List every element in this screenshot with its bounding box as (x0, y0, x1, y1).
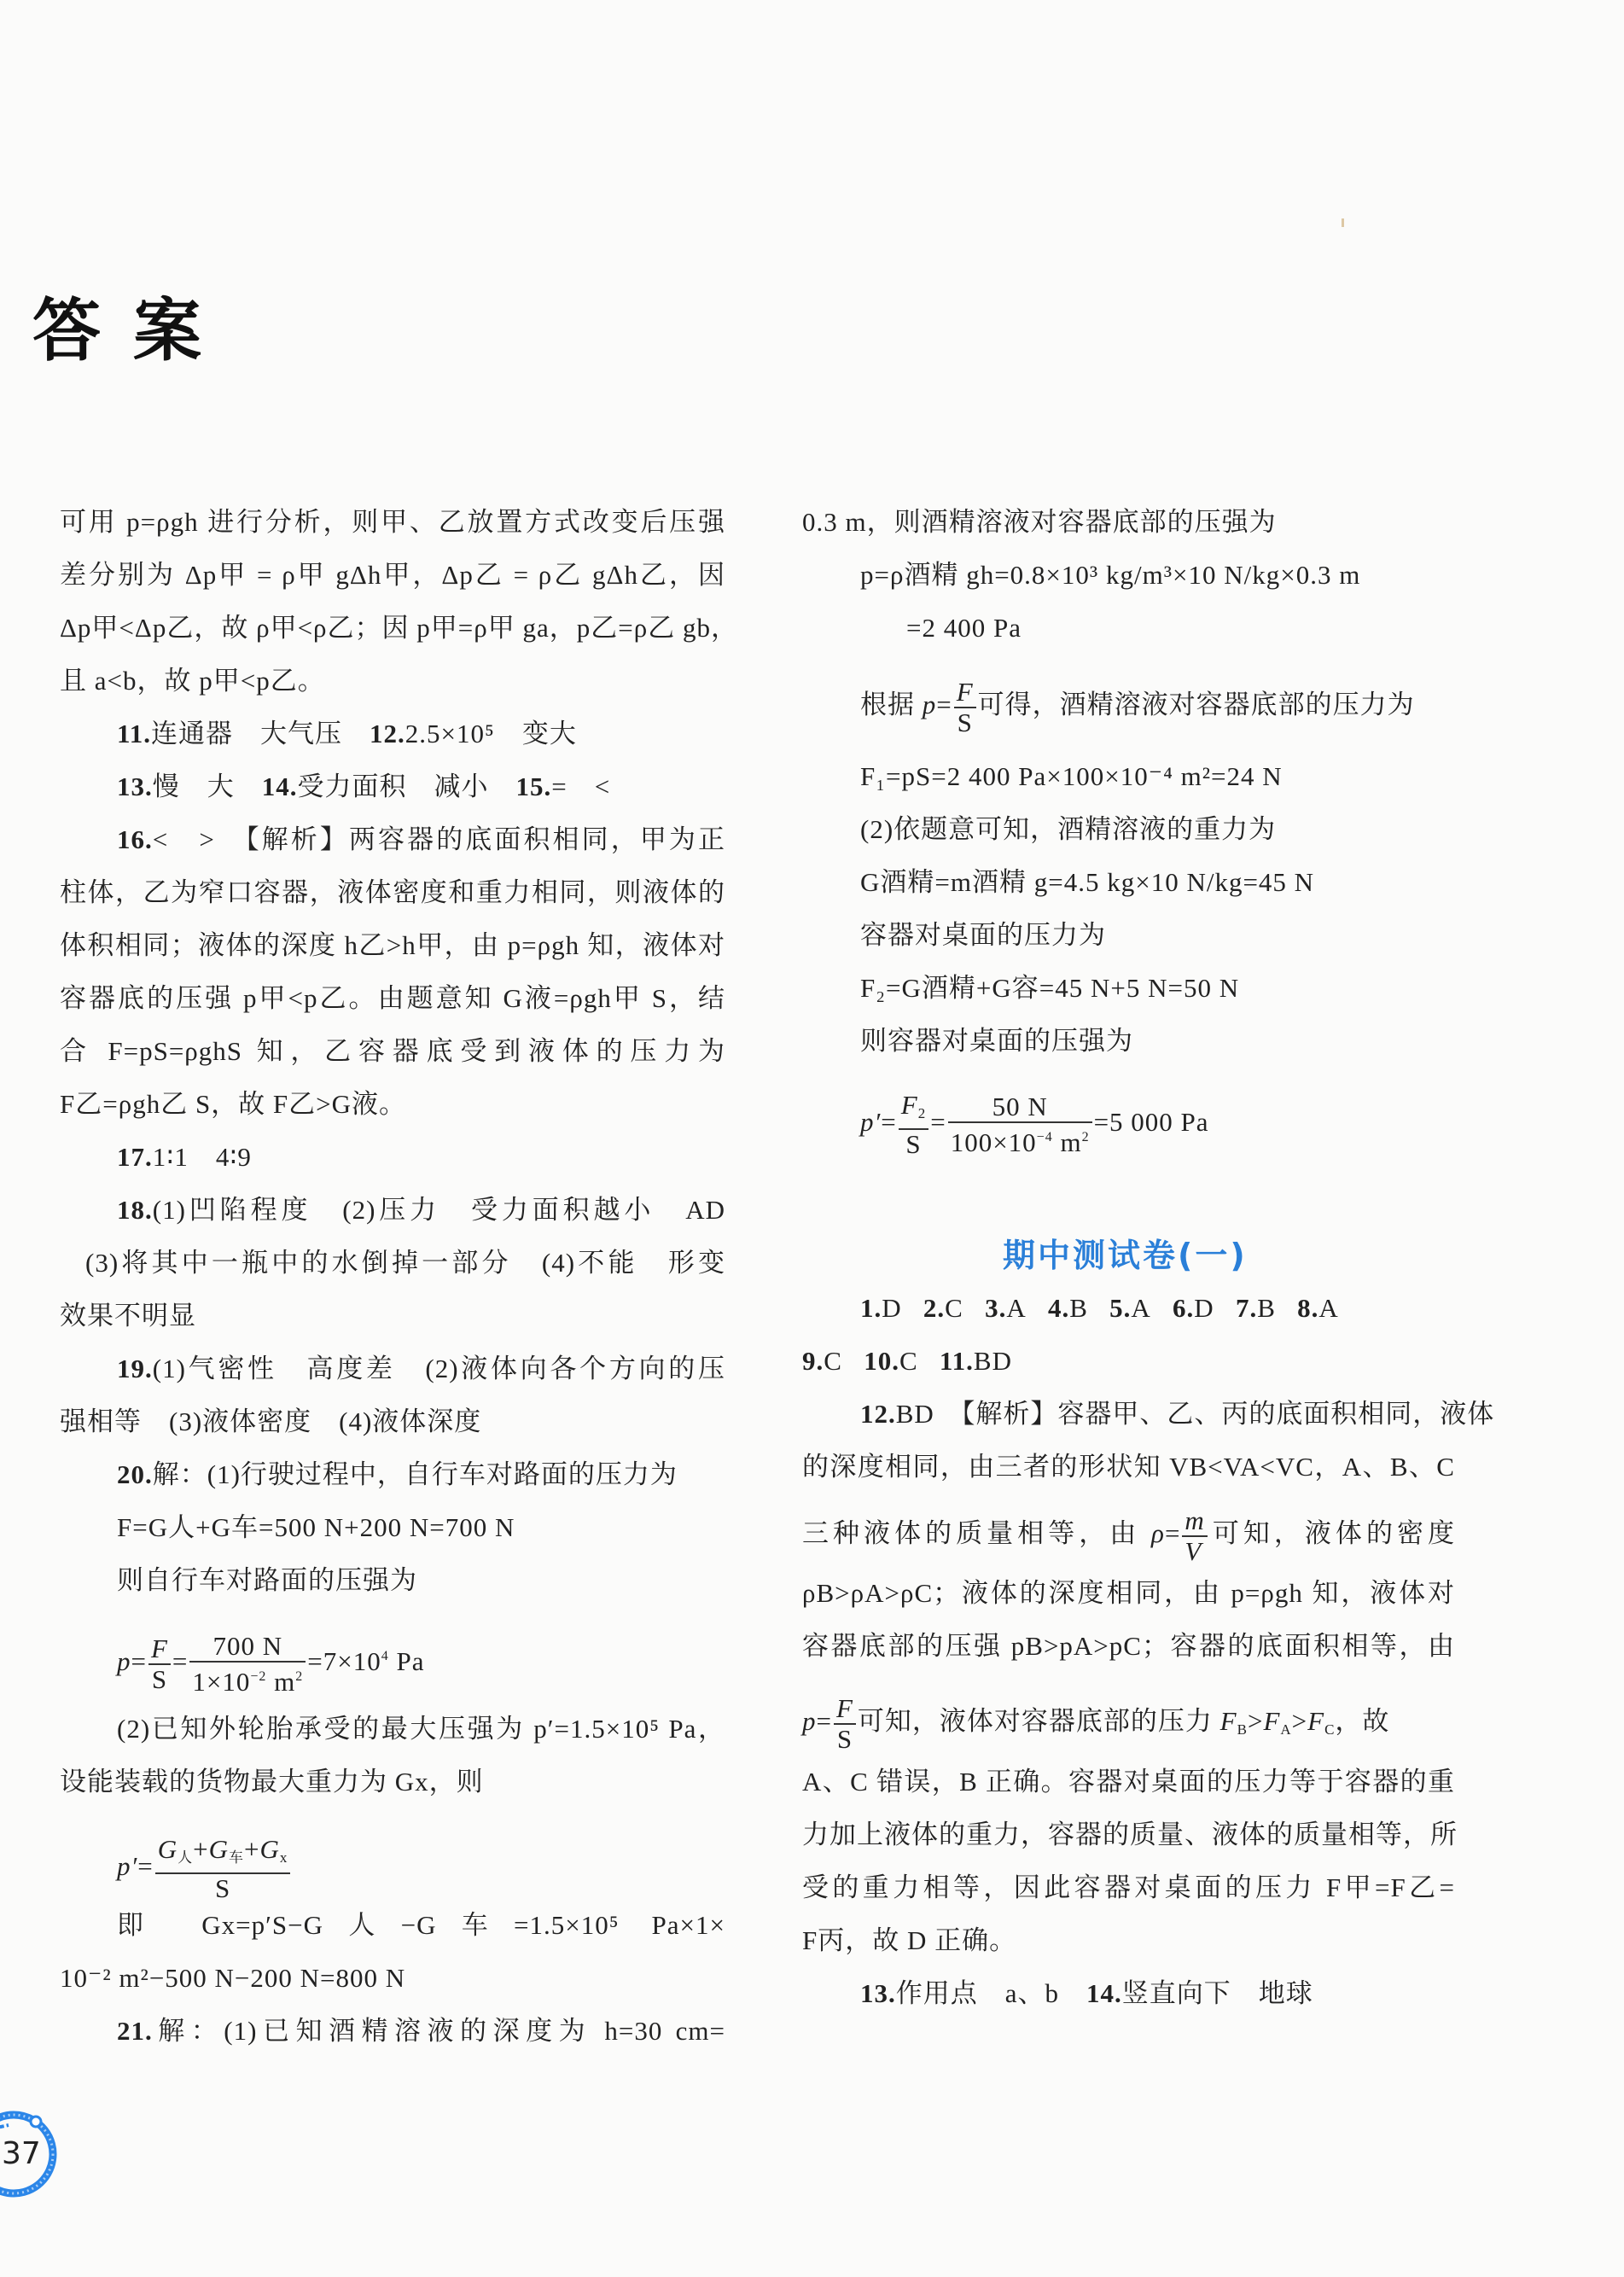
question-number: 19. (117, 1354, 153, 1383)
answer-line: F乙=ρgh乙 S，故 F乙>G液。 (60, 1089, 407, 1119)
answer-text: (1)气密性 高度差 (2)液体向各个方向的压 (152, 1354, 725, 1383)
answer-line: (2)依题意可知，酒精溶液的重力为 (860, 814, 1277, 844)
section-heading: 期中测试卷(一) (1003, 1237, 1248, 1274)
formula-line: p=ρ酒精 gh=0.8×10³ kg/m³×10 N/kg×0.3 m (860, 560, 1361, 590)
question-number: 18. (117, 1195, 153, 1225)
formula-line: 根据 p= $\frac{F}{S}$ 可得，酒精溶液对容器底部的压力为 (860, 677, 1415, 737)
answer-line: 强相等 (3)液体密度 (4)液体深度 (60, 1406, 482, 1436)
answer-line: (2)已知外轮胎承受的最大压强为 p′=1.5×10⁵ Pa， (117, 1714, 725, 1744)
answer-line: F丙，故 D 正确。 (802, 1925, 1017, 1955)
question-number: 14. (261, 772, 298, 801)
answer-text: 作用点 a、b (895, 1978, 1060, 2008)
answer-text: 受力面积 减小 (297, 772, 489, 801)
answer-line: 且 a<b，故 p甲<p乙。 (60, 666, 325, 696)
answer-line: 合 F=pS=ρghS 知，乙容器底受到液体的压力为 (60, 1036, 725, 1066)
answer-text: 1∶1 4∶9 (152, 1142, 252, 1172)
answer-text: 慢 大 (152, 772, 235, 801)
formula-line: p= $\frac{F}{S}$ = $\frac{700 N}{1\times 10^{-2} m^2}$ $=7\times 10^4$ Pa (117, 1631, 425, 1697)
answer-line: 可用 p=ρgh 进行分析，则甲、乙放置方式改变后压强 (60, 507, 725, 537)
formula-line: F₂=G酒精+G容=45 N+5 N=50 N (860, 973, 1240, 1003)
answer-text: < > 【解析】两容器的底面积相同，甲为正 (152, 824, 725, 854)
answer-line: ρB>ρA>ρC；液体的深度相同，由 p=ρgh 知，液体对 (802, 1578, 1455, 1608)
answer-line: 容器对桌面的压力为 (860, 920, 1106, 950)
question-number: 16. (117, 824, 153, 854)
answer-line: 体积相同；液体的深度 h乙>h甲，由 p=ρgh 知，液体对 (60, 930, 725, 960)
formula-line: F=G人+G车=500 N+200 N=700 N (117, 1512, 515, 1542)
answer-line: 即 Gx=p′S−G人−G车=1.5×10⁵ Pa×1× (117, 1910, 725, 1940)
answer-line: 的深度相同，由三者的形状知 VB<VA<VC，A、B、C (802, 1452, 1455, 1482)
answer-text: 解：(1)行驶过程中，自行车对路面的压力为 (152, 1459, 678, 1489)
formula-line: =2 400 Pa (906, 613, 1022, 643)
answer-text: BD 【解析】容器甲、乙、丙的底面积相同，液体 (895, 1399, 1495, 1429)
answer-line: A、C 错误，B 正确。容器对桌面的压力等于容器的重 (802, 1767, 1455, 1797)
answer-q13-q15 (117, 770, 610, 804)
page-number: 37 (2, 2136, 41, 2171)
question-number: 20. (117, 1459, 153, 1489)
formula-line: p′= $\frac{\text{G人+G车+Gx}}{S}$ (117, 1835, 292, 1903)
formula-line: G酒精=m酒精 g=4.5 kg×10 N/kg=45 N (860, 867, 1315, 897)
answer-text: 连通器 大气压 (151, 719, 343, 748)
question-number: 17. (117, 1142, 153, 1172)
answer-line: 则自行车对路面的压强为 (117, 1565, 417, 1595)
answer-q20 (117, 1458, 678, 1492)
question-number: 14. (1086, 1978, 1122, 2008)
question-number: 15. (515, 772, 552, 801)
answer-text: 2.5×10⁵ 变大 (405, 719, 577, 748)
answer-line: 则容器对桌面的压强为 (860, 1026, 1133, 1056)
answer-line: Δp甲<Δp乙，故 ρ甲<ρ乙；因 p甲=ρ甲 ga，p乙=ρ乙 gb， (60, 613, 738, 643)
answer-line: 容器底部的压强 pB>pA>pC；容器的底面积相等，由 (802, 1631, 1455, 1661)
mc-answers-row-2: 9.C 10.C 11.BD (802, 1346, 1012, 1376)
question-number: 13. (117, 772, 153, 801)
answer-line: 设能装载的货物最大重力为 Gx，则 (60, 1767, 484, 1797)
answer-q21 (117, 2014, 725, 2048)
answer-line: (3)将其中一瓶中的水倒掉一部分 (4)不能 形变 (85, 1248, 725, 1278)
question-number: 12. (860, 1399, 896, 1429)
scan-speck (1342, 218, 1344, 227)
formula-line: F₁=pS=2 400 Pa×100×10⁻⁴ m²=24 N (860, 761, 1283, 791)
answer-line: 10⁻² m²−500 N−200 N=800 N (60, 1963, 406, 1993)
answer-line: 受的重力相等，因此容器对桌面的压力 F甲=F乙= (802, 1872, 1455, 1902)
answer-q17 (117, 1140, 252, 1174)
mc-answers-row-1: 1.D 2.C 3.A 4.B 5.A 6.D 7.B 8.A (860, 1293, 1339, 1323)
answer-line: 0.3 m，则酒精溶液对容器底部的压强为 (802, 507, 1277, 537)
answer-q18 (117, 1193, 725, 1227)
question-number: 21. (117, 2016, 153, 2046)
answer-q11-q12 (117, 717, 577, 751)
question-number: 13. (860, 1978, 896, 2008)
question-number: 12. (370, 719, 405, 748)
answer-line: 柱体，乙为窄口容器，液体密度和重力相同，则液体的 (60, 877, 725, 907)
answer-q19 (117, 1352, 725, 1386)
page-title: 答案 (32, 291, 234, 370)
answer-line: 效果不明显 (60, 1301, 196, 1331)
answer-line: p= $\frac{F}{S}$ 可知，液体对容器底部的压力 FB>FA>FC，故 (802, 1693, 1390, 1754)
question-number: 11. (117, 719, 152, 748)
answer-q13-q14 (860, 1977, 1313, 2011)
answer-text: 竖直向下 地球 (1121, 1978, 1313, 2008)
answer-q12 (860, 1397, 1495, 1431)
answer-text: = < (551, 772, 611, 801)
answer-text: (1)凹陷程度 (2)压力 受力面积越小 AD (152, 1195, 725, 1225)
answer-line: 差分别为 Δp甲 = ρ甲 gΔh甲，Δp乙 = ρ乙 gΔh乙，因 (60, 560, 725, 590)
formula-line: p′= $\frac{F2}{S}$ = $\frac{50 N}{100\times 10^{-4} m^2}$ =5 000 Pa (860, 1090, 1209, 1159)
answer-text: 解：(1)已知酒精溶液的深度为 h=30 cm= (152, 2016, 725, 2046)
answer-q16 (117, 823, 725, 857)
answer-line: 三种液体的质量相等，由 ρ= $\frac{m}{V}$ 可知，液体的密度 (802, 1505, 1456, 1566)
answer-line: 力加上液体的重力，容器的质量、液体的质量相等，所 (802, 1820, 1458, 1849)
answer-line: 容器底的压强 p甲<p乙。由题意知 G液=ρgh甲 S，结 (60, 983, 725, 1013)
